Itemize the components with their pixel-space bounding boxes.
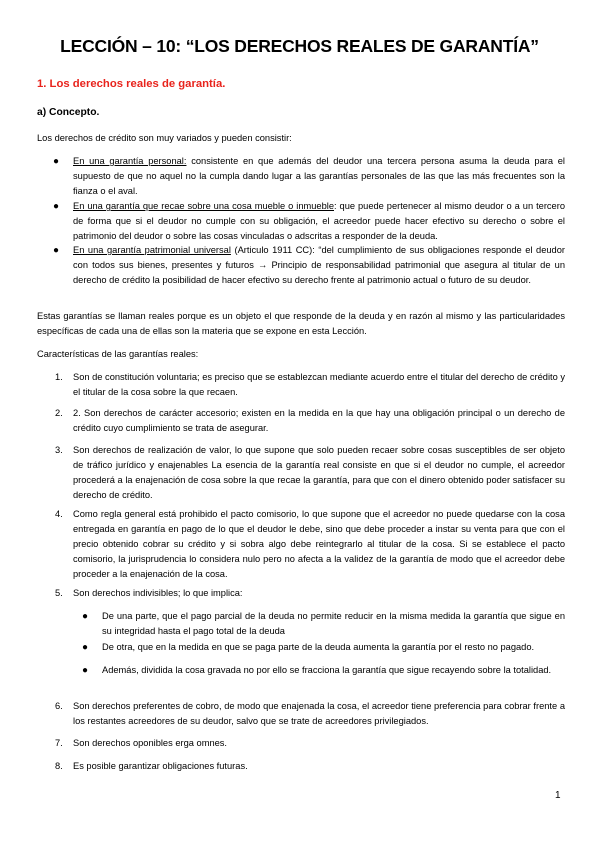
list-number: 7. xyxy=(55,738,63,748)
list-item xyxy=(55,443,565,503)
sub-bullet-item xyxy=(82,640,565,655)
sub-bullet-item xyxy=(82,663,565,678)
list-text: Son derechos preferentes de cobro, de modo que enajenada la cosa, el acreedor tiene preferencia para cobrar frente a los restantes acreedores de su deudor, salvo que se trate de acreedores privilegiados. xyxy=(73,701,565,726)
subsection-heading: a) Concepto. xyxy=(37,107,100,118)
list-item xyxy=(55,759,565,774)
list-number: 1. xyxy=(55,372,63,382)
list-number: 8. xyxy=(55,761,63,771)
list-number: 5. xyxy=(55,588,63,598)
list-number: 2. xyxy=(55,408,63,418)
page-title: LECCIÓN – 10: “LOS DERECHOS REALES DE GARANTÍA” xyxy=(60,36,539,56)
sub-bullet-text: Además, dividida la cosa gravada no por ello se fracciona la garantía que sigue recayendo sobre la totalidad. xyxy=(102,665,552,675)
sub-bullet-item xyxy=(82,609,565,639)
bullet-icon: ● xyxy=(53,245,60,256)
list-number: 3. xyxy=(55,445,63,455)
bullet-icon: ● xyxy=(53,156,60,167)
list-text: Son derechos oponibles erga omnes. xyxy=(73,738,228,748)
bullet-text: consistente en que además del deudor una tercera persona asuma la deuda para el supuesto de que no aquel no la cumpla dando lugar a las garantías personales de las que las más frecuentes son la fianza o el aval. xyxy=(73,156,565,196)
list-text: 2. Son derechos de carácter accesorio; existen en la medida en la que hay una obligación principal o un derecho de crédito cuyo cumplimiento se trata de asegurar. xyxy=(73,408,565,433)
paragraph-estas: Estas garantías se llaman reales porque es un objeto el que responde de la deuda y en razón al mismo y las particularidades específicas de cada una de ellas son la materia que se expone en esta Lección. xyxy=(37,311,565,336)
sub-bullet-text: De una parte, que el pago parcial de la deuda no permite reducir en la misma medida la garantía que sigue en su integridad hasta el pago total de la deuda xyxy=(102,611,565,636)
page-number: 1 xyxy=(555,790,561,801)
bullet-lead: En una garantía personal: xyxy=(73,156,187,166)
bullet-icon: ● xyxy=(82,665,89,676)
list-text: Son derechos indivisibles; lo que implica: xyxy=(73,588,243,598)
bullet-text: (Articulo 1911 CC): “del cumplimiento de sus obligaciones responde el deudor con todos sus bienes, presentes y futuros → Principio de responsabilidad patrimonial que asegura al titular de un derecho de crédito la posibilidad de hacer efectivo su derecho frente al patrimonio actual o futuro de su deudor. xyxy=(73,245,565,285)
list-item xyxy=(55,406,565,436)
bullet-item xyxy=(53,243,565,288)
list-item xyxy=(55,507,565,582)
bullet-lead: En una garantía que recae sobre una cosa mueble o inmueble xyxy=(73,201,334,211)
bullet-item xyxy=(53,154,565,199)
bullet-icon: ● xyxy=(53,201,60,212)
intro-paragraph: Los derechos de crédito son muy variados y pueden consistir: xyxy=(37,133,292,143)
list-item xyxy=(55,736,565,751)
bullet-text: : que puede pertenecer al mismo deudor o a un tercero de forma que si el deudor no cumple con su obligación, el acreedor puede hacer efectivo su derecho o sobre el patrimonio del deudor o sobre las cosas vinculadas o adscritas a responder de la deuda. xyxy=(73,201,565,241)
characteristics-heading: Características de las garantías reales: xyxy=(37,349,199,359)
sub-bullet-text: De otra, que en la medida en que se paga parte de la deuda aumenta la garantía por el resto no pagado. xyxy=(102,642,535,652)
list-number: 4. xyxy=(55,509,63,519)
list-text: Como regla general está prohibido el pacto comisorio, lo que supone que el acreedor no puede quedarse con la cosa entregada en garantía en pago de lo que el deudor le debe, sino que debe proceder a instar su venta para que con el precio obtenido cobrar su crédito y si sobra algo debe reintegrarlo al titular de la cosa. Si se establece el pacto comisorio, la jurisprudencia lo considera nulo pero no afecta a la validez de la garantía de modo que el acreedor debe proceder a la enajenación de la cosa. xyxy=(73,509,565,579)
bullet-item xyxy=(53,199,565,244)
list-item xyxy=(55,370,565,400)
section-heading: 1. Los derechos reales de garantía. xyxy=(37,78,226,90)
bullet-icon: ● xyxy=(82,642,89,653)
list-text: Son derechos de realización de valor, lo que supone que solo pueden recaer sobre cosas susceptibles de ser objeto de tráfico jurídico y enajenables La esencia de la garantía real consiste en que si el deudor no cumple, el acreedor procederá a la enajenación de cosa sobre la que recae la garantía, para que con el dinero obtenido poder satisfacer su derecho de crédito. xyxy=(73,445,565,500)
bullet-lead: En una garantía patrimonial universal xyxy=(73,245,231,255)
list-text: Es posible garantizar obligaciones futuras. xyxy=(73,761,248,771)
list-text: Son de constitución voluntaria; es preciso que se establezcan mediante acuerdo entre el titular del derecho de crédito y el titular de la cosa sobre la que recaen. xyxy=(73,372,565,397)
bullet-icon: ● xyxy=(82,611,89,622)
list-number: 6. xyxy=(55,701,63,711)
list-item xyxy=(55,699,565,729)
list-item xyxy=(55,586,565,601)
